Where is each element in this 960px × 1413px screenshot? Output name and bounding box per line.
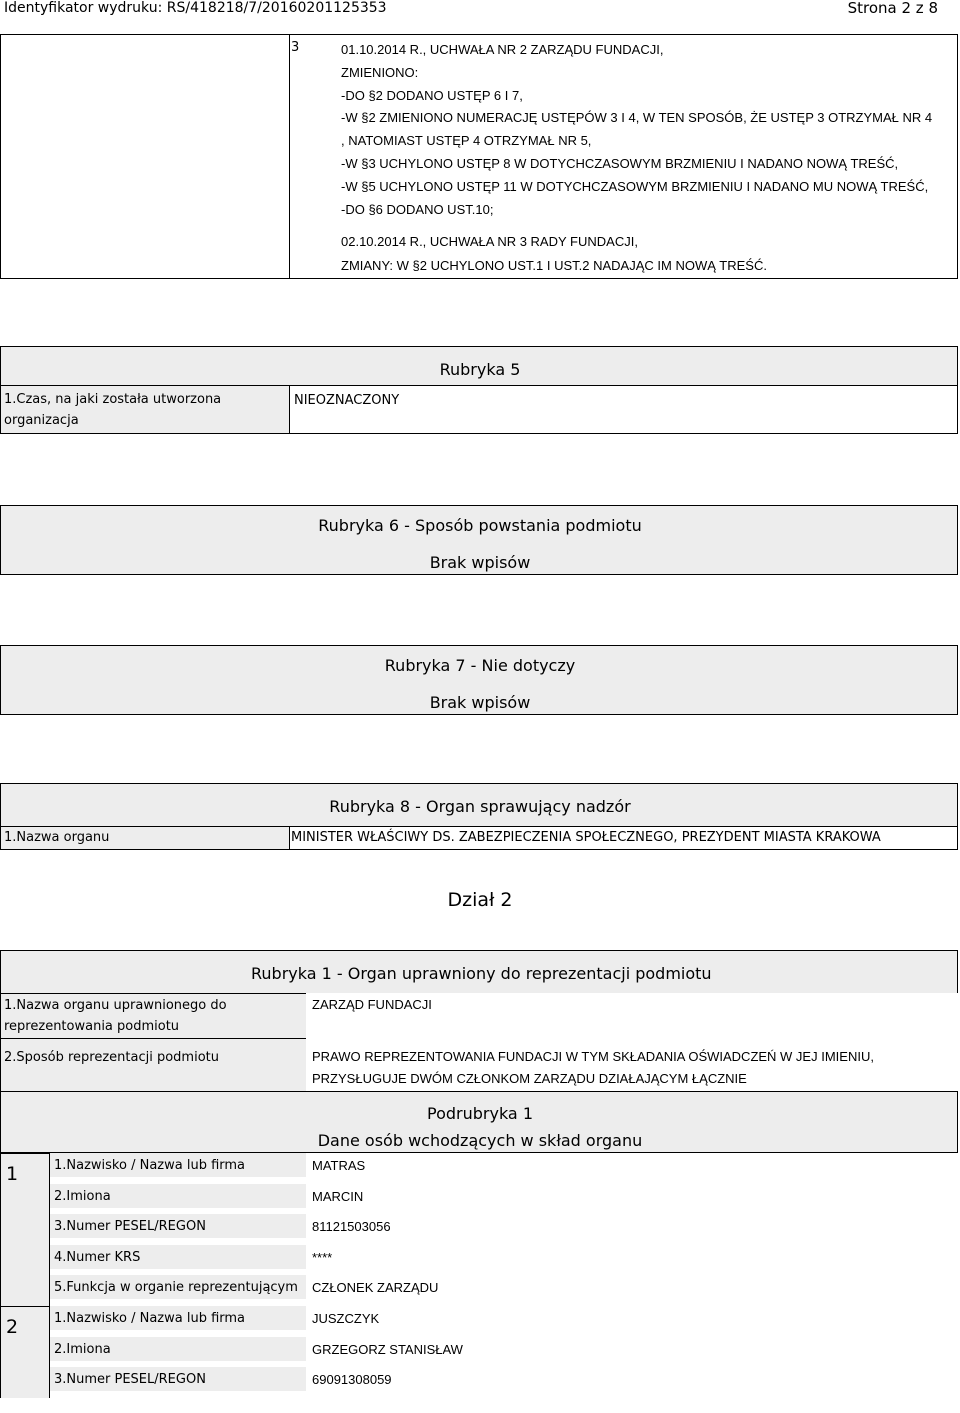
person-field-value: MARCIN xyxy=(312,1188,364,1204)
person-field-value: 81121503056 xyxy=(312,1219,391,1235)
rubryka-8-label: 1.Nazwa organu xyxy=(4,830,110,845)
rubryka-1-value2-line2: PRZYSŁUGUJE DWÓM CZŁONKOM ZARZĄDU DZIAŁAJĄCYM ŁĄCZNIE xyxy=(312,1071,747,1086)
person-field-value: JUSZCZYK xyxy=(312,1311,380,1326)
person-field-label: 5.Funkcja w organie reprezentującym xyxy=(54,1280,298,1296)
entry-3-line: -DO §2 DODANO USTĘP 6 I 7, xyxy=(341,87,523,103)
page-number: Strona 2 z 8 xyxy=(847,0,938,17)
rubryka-1-value2-line1: PRAWO REPREZENTOWANIA FUNDACJI W TYM SKŁADANIA OŚWIADCZEŃ W JEJ IMIENIU, xyxy=(312,1049,874,1064)
person-field-value: MATRAS xyxy=(312,1158,366,1173)
rubryka-8-value: MINISTER WŁAŚCIWY DS. ZABEZPIECZENIA SPOŁECZNEGO, PREZYDENT MIASTA KRAKOWA xyxy=(291,830,881,845)
person-field-label: 2.Imiona xyxy=(54,1188,111,1204)
podrubryka-subtitle: Dane osób wchodzących w skład organu xyxy=(317,1131,643,1150)
rubryka-1-label1: 1.Nazwa organu uprawnionego do reprezentowania podmiotu xyxy=(4,998,227,1034)
rubryka-1-label2: 2.Sposób reprezentacji podmiotu xyxy=(4,1050,219,1065)
rubryka-6-title: Rubryka 6 - Sposób powstania podmiotu xyxy=(318,516,642,535)
rubryka-5-value: NIEOZNACZONY xyxy=(294,393,400,408)
rubryka-7-empty: Brak wpisów xyxy=(429,693,531,712)
rubryka-8-title: Rubryka 8 - Organ sprawujący nadzór xyxy=(329,797,631,816)
person-index: 1 xyxy=(6,1163,19,1185)
person-field-label: 4.Numer KRS xyxy=(54,1249,141,1265)
entry-3-line: -W §2 ZMIENIONO NUMERACJĘ USTĘPÓW 3 I 4, W TEN SPOSÓB, ŻE USTĘP 3 OTRZYMAŁ NR 4 xyxy=(341,110,933,126)
person-field-value: **** xyxy=(312,1249,333,1265)
dzial-2-title: Dział 2 xyxy=(447,889,513,911)
entry-3-line: -DO §6 DODANO UST.10; xyxy=(341,201,494,217)
entry-3-number: 3 xyxy=(291,40,300,55)
entry-3-line: ZMIENIONO: xyxy=(341,64,419,80)
person-field-label: 3.Numer PESEL/REGON xyxy=(54,1219,206,1235)
entry-3-number-cell xyxy=(0,34,290,279)
entry-3-line: -W §5 UCHYLONO USTĘP 11 W DOTYCHCZASOWYM BRZMIENIU I NADANO MU NOWĄ TREŚĆ, xyxy=(341,178,929,194)
person-field-value: CZŁONEK ZARZĄDU xyxy=(312,1280,439,1296)
person-field-label: 1.Nazwisko / Nazwa lub firma xyxy=(54,1311,246,1326)
entry-3-line: 02.10.2014 R., UCHWAŁA NR 3 RADY FUNDACJI, xyxy=(341,234,638,249)
person-field-value: GRZEGORZ STANISŁAW xyxy=(312,1341,463,1357)
person-index: 2 xyxy=(6,1316,19,1338)
entry-3-line: ZMIANY: W §2 UCHYLONO UST.1 I UST.2 NADAJĄC IM NOWĄ TREŚĆ. xyxy=(341,258,767,273)
entry-3-line: 01.10.2014 R., UCHWAŁA NR 2 ZARZĄDU FUNDACJI, xyxy=(341,42,664,57)
print-identifier: Identyfikator wydruku: RS/418218/7/20160201125353 xyxy=(4,0,387,16)
dzial-2-rubryka-1-title: Rubryka 1 - Organ uprawniony do reprezentacji podmiotu xyxy=(251,964,712,983)
rubryka-5-label: 1.Czas, na jaki została utworzona organizacja xyxy=(4,392,222,428)
person-field-value: 69091308059 xyxy=(312,1372,392,1388)
rubryka-5-title: Rubryka 5 xyxy=(439,360,521,379)
rubryka-1-value1: ZARZĄD FUNDACJI xyxy=(312,997,432,1012)
rubryka-7-title: Rubryka 7 - Nie dotyczy xyxy=(384,656,576,675)
person-field-label: 1.Nazwisko / Nazwa lub firma xyxy=(54,1158,246,1173)
entry-3-line: -W §3 UCHYLONO USTĘP 8 W DOTYCHCZASOWYM BRZMIENIU I NADANO NOWĄ TREŚĆ, xyxy=(341,156,899,171)
rubryka-6-empty: Brak wpisów xyxy=(429,553,531,572)
person-field-label: 3.Numer PESEL/REGON xyxy=(54,1372,206,1388)
person-field-label: 2.Imiona xyxy=(54,1341,111,1357)
entry-3-line: , NATOMIAST USTĘP 4 OTRZYMAŁ NR 5, xyxy=(341,133,592,149)
podrubryka-title: Podrubryka 1 xyxy=(427,1104,533,1123)
